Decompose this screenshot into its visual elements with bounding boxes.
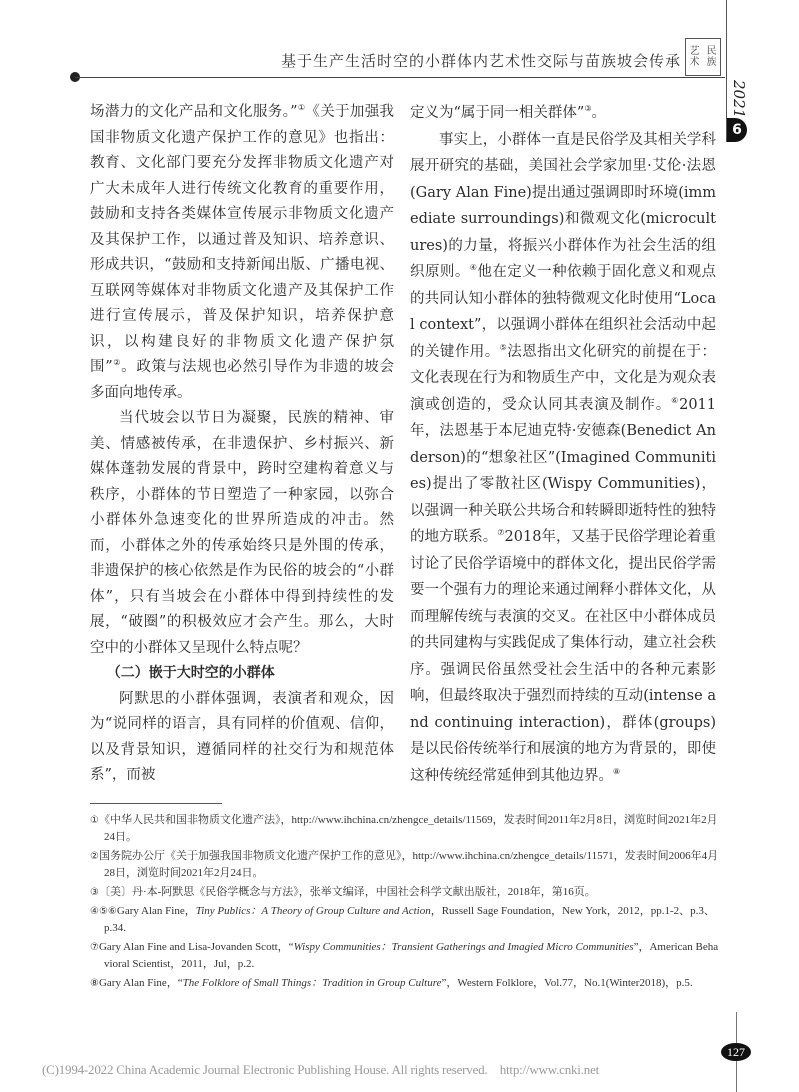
paragraph: 事实上，小群体一直是民俗学及其相关学科展开研究的基础，美国社会学家加里·艾伦·法恩(Gary Alan Fine)提出通过强调即时环境(immediate surroundings)和微观文化(microcultures)的力量，将振兴小群体作为社会生活的组织原则。④他在定义一种依赖于固化意义和观点的共同认知小群体的独特微观文化时使用“Local context”，以强调小群体在组织社会活动中起的关键作用。⑤法恩指出文化研究的前提在于：文化表现在行为和物质生产中，文化是为观众表演或创造的，受众认同其表演及制作。⑥2011年，法恩基于本尼迪克特·安德森(Benedict Anderson)的“想象社区”(Imagined Communities)提出了零散社区(Wispy Communities)，以强调一种关联公共场合和转瞬即逝特性的独特的地方联系。⑦2018年，又基于民俗学理论着重讨论了民俗学语境中的群体文化，提出民俗学需要一个强有力的理论来通过阐释小群体文化，从而理解传统与表演的交叉。在社区中小群体成员的共同建构与实践促成了集体行动，建立社会秩序。强调民俗虽然受社会生活中的各种元素影响，但最终取决于强烈而持续的互动(intense and continuing interaction)，群体(groups)是以民俗传统举行和展演的地方为背景的，即使这种传统经常延伸到其他边界。⑧ [410, 131, 716, 784]
footnote: ②国务院办公厅《关于加强我国非物质文化遗产保护工作的意见》，http://www.ihchina.cn/zhengce_details/11571，发表时间2006年4月28日，浏览时间2021年2月24日。 [90, 850, 719, 879]
journal-logo [685, 38, 721, 76]
paragraph: 阿默思的小群体强调，表演者和观众，因为“说同样的语言，具有同样的价值观、信仰，以及背景知识，遵循同样的社交行为和规范体系”，而被 [90, 690, 394, 783]
footnote: ⑦Gary Alan Fine and Lisa-Jovanden Scott，“Wispy Communities：Transient Gatherings and Imagied Micro Communities”，American Behavioral Scientist，2011，Jul，p.2. [90, 941, 719, 970]
right-column [410, 100, 716, 790]
footnote: ⑧Gary Alan Fine，“The Folklore of Small Things：Tradition in Group Culture”，Western Folklore，Vol.77，No.1(Winter2018)，p.5. [90, 977, 693, 989]
volume-year: 2021 [730, 80, 748, 119]
footnotes [90, 812, 720, 1034]
section-heading: （二）嵌于大时空的小群体 [106, 665, 275, 681]
logo-char: 艺 [689, 46, 700, 57]
logo-char: 术 [689, 57, 700, 68]
footnote-rule [90, 803, 222, 804]
copyright-notice: (C)1994-2022 China Academic Journal Electronic Publishing House. All rights reserved. http://www.cnki.net [42, 1062, 600, 1077]
running-title: 基于生产生活时空的小群体内艺术性交际与苗族坡会传承 [280, 52, 681, 70]
header-rule [75, 77, 725, 78]
left-column [90, 100, 394, 790]
issue-badge: 6 [727, 118, 747, 142]
footnote: ③〔美〕丹·本-阿默思《民俗学概念与方法》，张举文编译，中国社会科学文献出版社，2018年，第16页。 [90, 886, 596, 898]
footnote: ①《中华人民共和国非物质文化遗产法》，http://www.ihchina.cn/zhengce_details/11569，发表时间2011年2月8日，浏览时间2021年2月24日。 [90, 814, 718, 843]
page-number: 127 [721, 1043, 751, 1061]
paragraph: 场潜力的文化产品和文化服务。”①《关于加强我国非物质文化遗产保护工作的意见》也指出：教育、文化部门要充分发挥非物质文化遗产对广大未成年人进行传统文化教育的重要作用，鼓励和支持各类媒体宣传展示非物质文化遗产及其保护工作，以通过普及知识、培养意识、形成共识，“鼓励和支持新闻出版、广播电视、互联网等媒体对非物质文化遗产及其保护工作进行宣传展示，普及保护知识，培养保护意识，以构建良好的非物质文化遗产保护氛围”②。政策与法规也必然引导作为非遗的坡会多面向地传承。 [90, 103, 394, 401]
logo-char: 族 [706, 57, 717, 68]
cnki-link[interactable]: http://www.cnki.net [499, 1062, 600, 1077]
logo-char: 民 [706, 46, 717, 57]
paragraph: 定义为“属于同一相关群体”③。 [410, 104, 606, 121]
paragraph: 当代坡会以节日为凝聚，民族的精神、审美、情感被传承，在非遗保护、乡村振兴、新媒体蓬勃发展的背景中，跨时空建构着意义与秩序，小群体的节日塑造了一种家园，以弥合小群体外急速变化的世界所造成的冲击。然而，小群体之外的传承始终只是外围的传承，非遗保护的核心依然是作为民俗的坡会的“小群体”，只有当坡会在小群体中得到持续性的发展，“破圈”的积极效应才会产生。那么，大时空中的小群体又呈现什么特点呢？ [90, 410, 394, 656]
footnote: ④⑤⑥Gary Alan Fine，Tiny Publics：A Theory of Group Culture and Action，Russell Sage Foundation，New York，2012，pp.1-2、p.3、p.34. [90, 905, 715, 934]
